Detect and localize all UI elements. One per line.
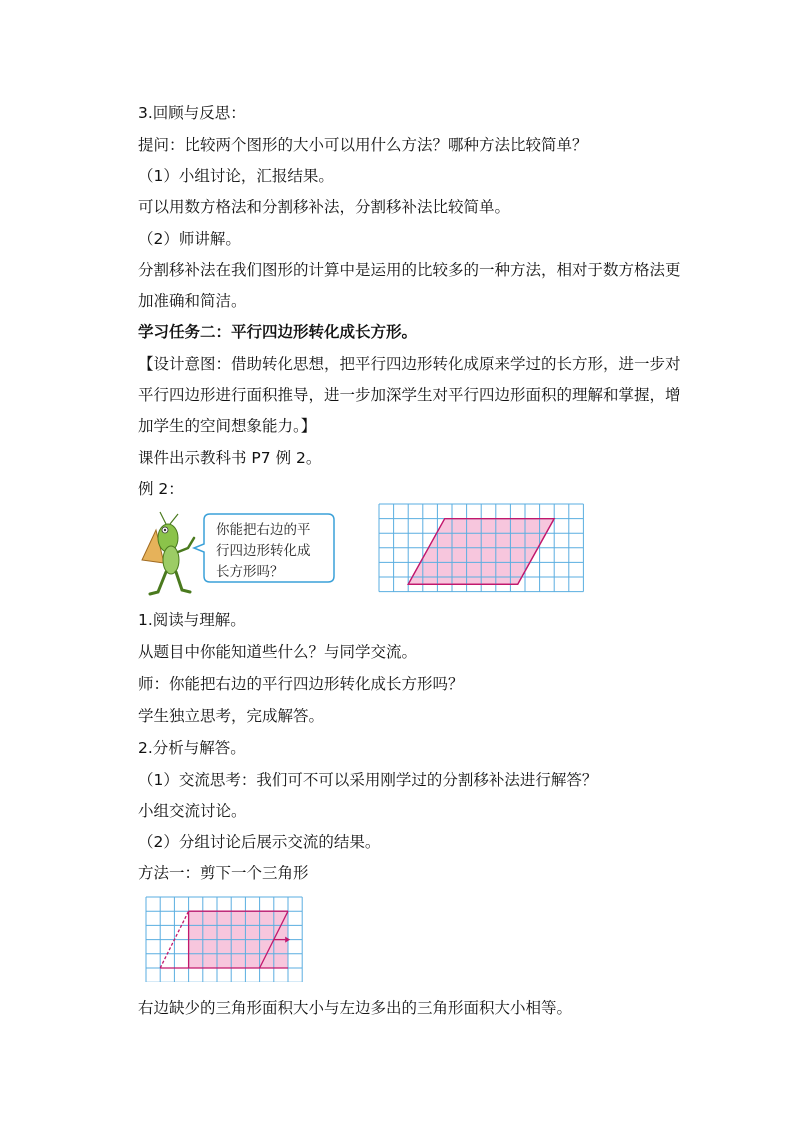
line-exchange-thinking: （1）交流思考：我们可不可以采用刚学过的分割移补法进行解答？ bbox=[138, 771, 598, 789]
line-teacher-explains: （2）师讲解。 bbox=[138, 230, 241, 248]
line-conclusion: 右边缺少的三角形面积大小与左边多出的三角形面积大小相等。 bbox=[138, 999, 573, 1017]
line-design-intent-2: 平行四边形进行面积推导，进一步加深学生对平行四边形面积的理解和掌握，增 bbox=[138, 386, 681, 404]
method-one-grid bbox=[145, 896, 305, 982]
line-methods: 可以用数方格法和分割移补法，分割移补法比较简单。 bbox=[138, 198, 511, 216]
line-explanation-2: 加准确和简洁。 bbox=[138, 292, 247, 310]
line-review-heading: 3.回顾与反思： bbox=[138, 104, 246, 122]
line-show-results: （2）分组讨论后展示交流的结果。 bbox=[138, 833, 381, 851]
line-question: 提问：比较两个图形的大小可以用什么方法？哪种方法比较简单？ bbox=[138, 136, 588, 154]
line-teacher-question: 师：你能把右边的平行四边形转化成长方形吗？ bbox=[138, 675, 464, 693]
parallelogram-grid bbox=[378, 503, 590, 603]
grid-lines bbox=[379, 504, 583, 592]
line-independent-thinking: 学生独立思考，完成解答。 bbox=[138, 707, 325, 725]
line-explanation-1: 分割移补法在我们图形的计算中是运用的比较多的一种方法，相对于数方格法更 bbox=[138, 261, 681, 279]
line-design-intent-1: 【设计意图：借助转化思想，把平行四边形转化成原来学过的长方形，进一步对 bbox=[138, 355, 681, 373]
line-analysis-heading: 2.分析与解答。 bbox=[138, 739, 246, 757]
bubble-line-1: 你能把右边的平 bbox=[216, 522, 311, 538]
parallelogram-grid-figure bbox=[378, 503, 590, 607]
line-method-one: 方法一：剪下一个三角形 bbox=[138, 864, 309, 882]
line-what-do-you-know: 从题目中你能知道些什么？与同学交流。 bbox=[138, 643, 418, 661]
line-reading-heading: 1.阅读与理解。 bbox=[138, 611, 246, 629]
bubble-line-3: 长方形吗？ bbox=[216, 564, 284, 580]
bubble-line-2: 行四边形转化成 bbox=[216, 543, 311, 559]
line-group-discussion: （1）小组讨论，汇报结果。 bbox=[138, 167, 334, 185]
method-one-figure bbox=[145, 896, 305, 986]
line-design-intent-3: 加学生的空间想象能力。】 bbox=[138, 417, 317, 435]
example-character-figure bbox=[138, 508, 338, 598]
line-task-two-heading: 学习任务二：平行四边形转化成长方形。 bbox=[138, 323, 418, 341]
line-example-label: 例 2： bbox=[138, 480, 184, 498]
line-group-exchange: 小组交流讨论。 bbox=[138, 802, 247, 820]
line-textbook-ref: 课件出示教科书 P7 例 2。 bbox=[138, 449, 322, 467]
